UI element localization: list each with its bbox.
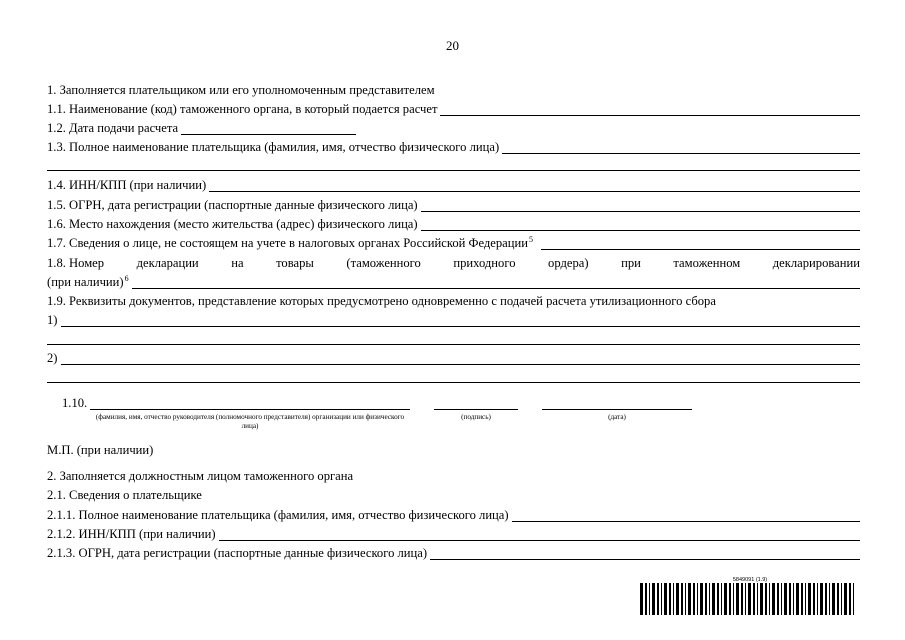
field-label: 1.3. Полное наименование плательщика (фамилия, имя, отчество физического лица)	[47, 140, 500, 154]
signature-line[interactable]	[434, 409, 518, 410]
field-label: 1.1. Наименование (код) таможенного органа, в который подается расчет	[47, 102, 438, 116]
field-document-1[interactable]	[47, 311, 860, 327]
field-label: (при наличии)$^6$	[47, 274, 129, 289]
input-line-continuation[interactable]	[47, 344, 860, 345]
signatory-caption: (фамилия, имя, отчество руководителя (полномочного представителя) организации или физического лица)	[95, 413, 405, 430]
input-line[interactable]	[421, 218, 860, 231]
stamp-note: М.П. (при наличии)	[47, 443, 154, 457]
field-payer-full-name[interactable]	[47, 506, 860, 522]
field-label: 2)	[47, 351, 58, 365]
field-label: 1.2. Дата подачи расчета	[47, 121, 179, 135]
input-line[interactable]	[219, 528, 860, 541]
input-line[interactable]	[61, 352, 861, 365]
input-line[interactable]	[132, 276, 860, 289]
field-label: 1.7. Сведения о лице, не состоящем на учете в налоговых органах Российской Федерации$^5$	[47, 235, 533, 250]
input-line-continuation[interactable]	[47, 170, 860, 171]
signatory-name-line[interactable]	[90, 409, 410, 410]
input-line[interactable]	[440, 103, 860, 116]
field-label: 2.1.3. ОГРН, дата регистрации (паспортные данные физического лица)	[47, 546, 428, 560]
field-document-2[interactable]	[47, 349, 860, 365]
field-label: 1.5. ОГРН, дата регистрации (паспортные данные физического лица)	[47, 198, 418, 212]
field-customs-authority[interactable]	[47, 100, 860, 116]
field-submission-date[interactable]	[47, 119, 860, 135]
field-declaration-number[interactable]	[47, 273, 860, 289]
section2-title: 2. Заполняется должностным лицом таможенного органа	[47, 469, 354, 483]
field-label: 2.1.1. Полное наименование плательщика (фамилия, имя, отчество физического лица)	[47, 508, 509, 522]
field-ogrn[interactable]	[47, 196, 860, 212]
input-line[interactable]	[430, 547, 860, 560]
field-payer-name[interactable]	[47, 138, 860, 154]
input-line[interactable]	[181, 122, 356, 135]
page-number: 20	[446, 38, 459, 53]
field-label: 1.6. Место нахождения (место жительства (адрес) физического лица)	[47, 217, 418, 231]
date-line[interactable]	[542, 409, 692, 410]
field-payer-inn-kpp[interactable]	[47, 525, 860, 541]
input-line[interactable]	[502, 141, 860, 154]
field-unregistered-person[interactable]	[47, 234, 860, 250]
field-documents-label: 1.9. Реквизиты документов, представление которых предусмотрено одновременно с подачей расчета утилизационного сбора	[47, 294, 716, 308]
field-label: 1)	[47, 313, 58, 327]
input-line[interactable]	[541, 237, 860, 250]
barcode-icon	[640, 583, 858, 615]
signature-caption: (подпись)	[461, 413, 491, 421]
footnote-marker: 5	[528, 235, 533, 244]
field-location[interactable]	[47, 215, 860, 231]
field-label: 1.4. ИНН/КПП (при наличии)	[47, 178, 207, 192]
field-declaration-number-label: 1.8. Номер декларации на товары (таможенного приходного ордера) при таможенном декларировании	[47, 256, 860, 270]
signature-block	[62, 396, 702, 436]
input-line[interactable]	[61, 314, 861, 327]
field-inn-kpp[interactable]	[47, 176, 860, 192]
input-line[interactable]	[209, 179, 860, 192]
section2-payer-info: 2.1. Сведения о плательщике	[47, 488, 202, 502]
field-payer-ogrn[interactable]	[47, 544, 860, 560]
field-label: 2.1.2. ИНН/КПП (при наличии)	[47, 527, 216, 541]
field-label: 1.10.	[62, 396, 88, 410]
section1-title: 1. Заполняется плательщиком или его уполномоченным представителем	[47, 83, 435, 97]
footnote-marker: 6	[124, 274, 129, 283]
input-line[interactable]	[421, 199, 860, 212]
input-line-continuation[interactable]	[47, 382, 860, 383]
barcode-label: 5849091 (1.9)	[732, 577, 768, 583]
date-caption: (дата)	[608, 413, 626, 421]
input-line[interactable]	[512, 509, 860, 522]
